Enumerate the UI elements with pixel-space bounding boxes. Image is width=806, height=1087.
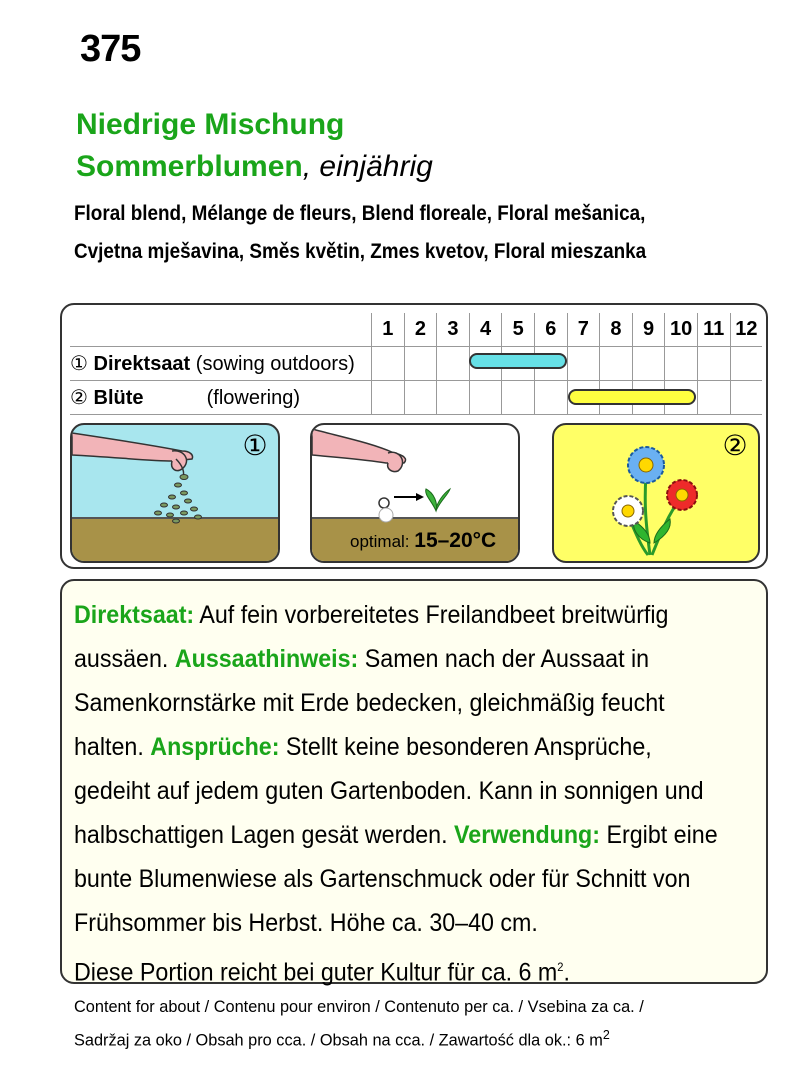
row-label-flowering <box>70 381 372 415</box>
subtitle-annual: , einjährig <box>302 150 433 183</box>
row-number-1: ① <box>70 353 88 375</box>
optimal-label: optimal: <box>350 532 410 551</box>
month-8: 8 <box>600 313 633 347</box>
text-aussaathinweis: Samen nach der Aussaat in Samenkornstärke mit Erde bedecken, gleichmäßig feucht halten. <box>74 645 665 761</box>
content-footer <box>74 993 644 1055</box>
product-subtitle <box>76 150 433 184</box>
keyword-aussaathinweis: Aussaathinweis: <box>174 645 359 673</box>
month-4: 4 <box>469 313 502 347</box>
row-name-sowing: Direktsaat <box>93 353 191 375</box>
text-ansprueche: Stellt keine besonderen Ansprüche, gedeiht auf jedem guten Gartenboden. Kann in sonnigen und halbschattigen Lagen gesät werden. <box>74 733 704 849</box>
month-12: 12 <box>730 313 762 347</box>
sowing-illustration <box>70 423 280 563</box>
keyword-direktsaat: Direktsaat: <box>74 601 195 629</box>
month-11: 11 <box>697 313 730 347</box>
calendar-header-row <box>70 313 762 347</box>
month-7: 7 <box>567 313 600 347</box>
month-5: 5 <box>502 313 535 347</box>
germination-illustration <box>310 423 520 563</box>
portion-superscript: 2 <box>557 960 564 974</box>
month-6: 6 <box>534 313 567 347</box>
product-title: Niedrige Mischung <box>76 108 345 141</box>
optimal-temperature <box>350 529 496 553</box>
month-9: 9 <box>632 313 665 347</box>
text-direktsaat: Auf fein vorbereitetes Freilandbeet breitwürfig aussäen. <box>74 601 669 673</box>
row-number-2: ② <box>70 387 88 409</box>
row-note-flowering: (flowering) <box>206 387 300 409</box>
step-2-icon: ② <box>722 430 748 461</box>
optimal-value: 15–20°C <box>414 529 497 552</box>
month-10: 10 <box>665 313 698 347</box>
row-name-flowering: Blüte <box>93 387 144 409</box>
step-1-icon: ① <box>242 430 268 461</box>
portion-text: Diese Portion reicht bei guter Kultur für ca. 6 m <box>74 958 558 987</box>
footer-superscript: 2 <box>602 1027 610 1042</box>
translations-line-2: Cvjetna mješavina, Směs květin, Zmes kvetov, Floral mieszanka <box>74 240 647 263</box>
footer-line-1: Content for about / Contenu pour environ / Contenuto per ca. / Vsebina za ca. / <box>74 997 644 1016</box>
calendar-row-sowing <box>70 347 762 381</box>
product-number: 375 <box>80 28 141 70</box>
month-3: 3 <box>437 313 470 347</box>
description-text <box>74 593 725 994</box>
sowing-period-bar <box>469 353 567 369</box>
row-label-sowing <box>70 347 372 381</box>
text-verwendung: Ergibt eine bunte Blumenwiese als Gartenschmuck oder für Schnitt von Frühsommer bis Herbst. Höhe ca. 30–40 cm. <box>74 821 718 937</box>
footer-line-2: Sadržaj za oko / Obsah pro cca. / Obsah na cca. / Zawartość dla ok.: 6 m <box>74 1030 603 1050</box>
month-2: 2 <box>404 313 437 347</box>
month-1: 1 <box>372 313 405 347</box>
flowering-period-bar <box>568 389 696 405</box>
flowering-illustration <box>552 423 760 563</box>
row-note-sowing: (sowing outdoors) <box>195 353 355 375</box>
keyword-ansprueche: Ansprüche: <box>150 733 280 761</box>
description-panel <box>60 579 768 987</box>
calendar-panel <box>60 303 768 569</box>
portion-end: . <box>563 958 570 987</box>
keyword-verwendung: Verwendung: <box>454 821 601 849</box>
subtitle-name: Sommerblumen <box>76 150 303 183</box>
calendar-corner <box>70 313 372 347</box>
translations-line-1: Floral blend, Mélange de fleurs, Blend floreale, Floral mešanica, <box>74 202 646 225</box>
